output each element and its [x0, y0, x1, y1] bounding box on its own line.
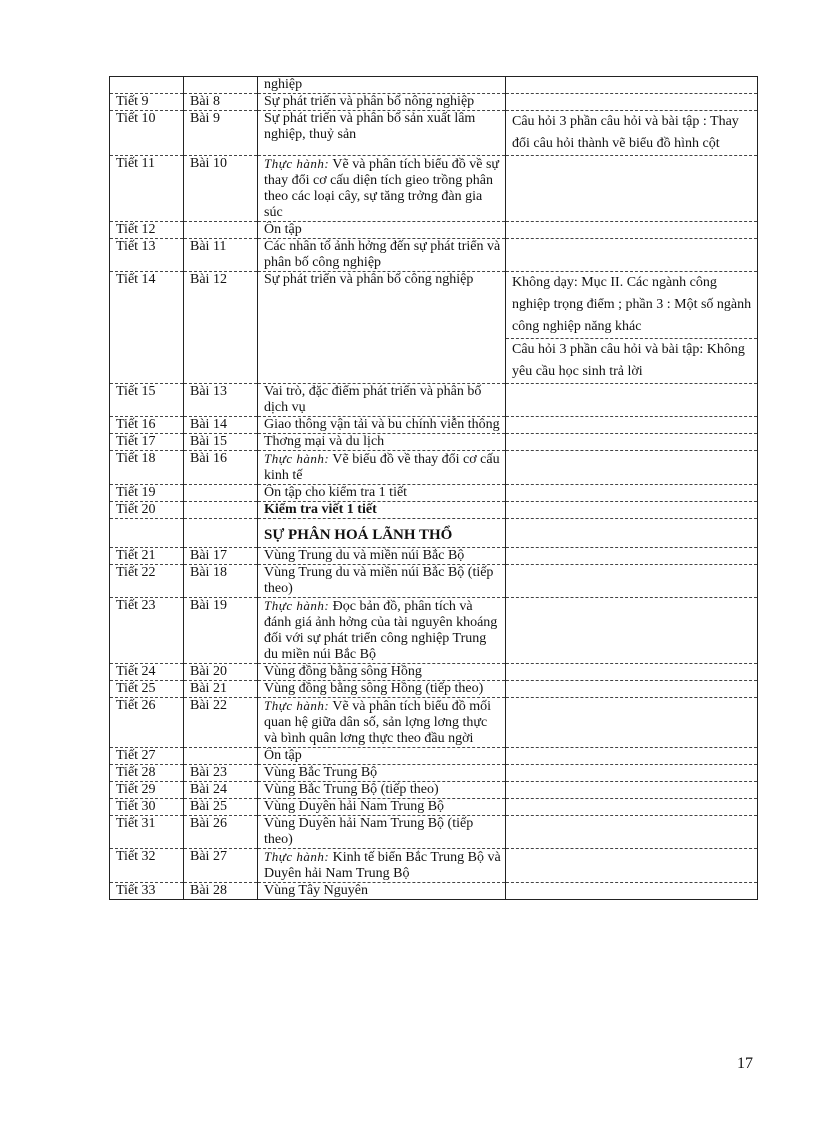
topic-cell: Sự phát triển và phân bố nông nghiệp	[258, 94, 506, 111]
topic-cell	[258, 698, 506, 748]
note-cell	[506, 417, 758, 434]
table-row	[110, 664, 758, 681]
lesson-cell: Bài 13	[184, 384, 258, 417]
table-row	[110, 384, 758, 417]
note-cell	[506, 782, 758, 799]
topic-cell	[258, 451, 506, 485]
topic-cell: Các nhân tố ảnh hởng đến sự phát triển và phân bố công nghiệp	[258, 239, 506, 272]
topic-cell: Ôn tập	[258, 222, 506, 239]
table-row	[110, 502, 758, 519]
lesson-cell: Bài 22	[184, 698, 258, 748]
period-cell: Tiết 26	[110, 698, 184, 748]
lesson-cell	[184, 485, 258, 502]
note-cell	[506, 849, 758, 883]
period-cell: Tiết 17	[110, 434, 184, 451]
period-cell: Tiết 28	[110, 765, 184, 782]
period-cell: Tiết 31	[110, 816, 184, 849]
note-cell	[506, 698, 758, 748]
period-cell	[110, 77, 184, 94]
practice-label: Thực hành:	[264, 598, 330, 613]
table-row	[110, 451, 758, 485]
period-cell: Tiết 11	[110, 156, 184, 222]
note-cell	[506, 816, 758, 849]
table-row	[110, 681, 758, 698]
topic-cell: Vùng Duyên hải Nam Trung Bộ	[258, 799, 506, 816]
topic-cell: Vai trò, đặc điểm phát triển và phân bố dịch vụ	[258, 384, 506, 417]
topic-cell: Sự phát triển và phân bố công nghiệp	[258, 272, 506, 384]
topic-cell: Vùng Trung du và miền núi Bắc Bộ (tiếp theo)	[258, 565, 506, 598]
topic-cell: Vùng Trung du và miền núi Bắc Bộ	[258, 548, 506, 565]
note-cell	[506, 799, 758, 816]
topic-text: Vẽ và phân tích biểu đồ về sự thay đổi cơ cấu diện tích gieo trồng phân theo các loại cây, sự tăng trởng đàn gia súc	[264, 157, 500, 220]
note-cell	[506, 565, 758, 598]
note-cell	[506, 94, 758, 111]
period-cell: Tiết 12	[110, 222, 184, 239]
lesson-cell: Bài 17	[184, 548, 258, 565]
practice-label: Thực hành:	[264, 849, 330, 864]
period-cell: Tiết 18	[110, 451, 184, 485]
topic-text: Kinh tế biển Bắc Trung Bộ và Duyên hải Nam Trung Bộ	[264, 850, 501, 881]
period-cell: Tiết 27	[110, 748, 184, 765]
lesson-cell: Bài 27	[184, 849, 258, 883]
table-row	[110, 434, 758, 451]
note-cell: Câu hỏi 3 phần câu hỏi và bài tập : Thay đổi câu hỏi thành vẽ biểu đồ hình cột	[506, 111, 758, 156]
period-cell: Tiết 20	[110, 502, 184, 519]
topic-text: Vẽ và phân tích biểu đồ mối quan hệ giữa dân số, sản lợng lơng thực và bình quân lơng thực theo đầu ngời	[264, 699, 492, 746]
note-cell	[506, 451, 758, 485]
period-cell: Tiết 29	[110, 782, 184, 799]
table-row	[110, 222, 758, 239]
table-row	[110, 748, 758, 765]
period-cell: Tiết 32	[110, 849, 184, 883]
period-cell: Tiết 19	[110, 485, 184, 502]
lesson-cell: Bài 16	[184, 451, 258, 485]
lesson-cell	[184, 77, 258, 94]
table-row	[110, 782, 758, 799]
period-cell: Tiết 14	[110, 272, 184, 384]
table-row	[110, 698, 758, 748]
lesson-cell: Bài 14	[184, 417, 258, 434]
period-cell: Tiết 21	[110, 548, 184, 565]
topic-cell: Vùng Duyên hải Nam Trung Bộ (tiếp theo)	[258, 816, 506, 849]
topic-cell	[258, 849, 506, 883]
note-cell	[506, 681, 758, 698]
topic-cell: Sự phát triển và phân bố sản xuất lâm nghiệp, thuỷ sản	[258, 111, 506, 156]
section-title: SỰ PHÂN HOÁ LÃNH THỔ	[258, 519, 506, 548]
topic-cell: Thơng mại và du lịch	[258, 434, 506, 451]
period-cell: Tiết 16	[110, 417, 184, 434]
table-row	[110, 485, 758, 502]
lesson-cell: Bài 28	[184, 883, 258, 900]
table-row	[110, 272, 758, 339]
table-row	[110, 111, 758, 156]
practice-label: Thực hành:	[264, 156, 330, 171]
period-cell: Tiết 9	[110, 94, 184, 111]
lesson-cell: Bài 11	[184, 239, 258, 272]
table-row	[110, 239, 758, 272]
period-cell: Tiết 25	[110, 681, 184, 698]
table-row	[110, 765, 758, 782]
note-cell: Câu hỏi 3 phần câu hỏi và bài tập: Không yêu cầu học sinh trả lời	[506, 339, 758, 384]
topic-cell: Kiểm tra viết 1 tiết	[258, 502, 506, 519]
note-cell	[506, 485, 758, 502]
period-cell: Tiết 33	[110, 883, 184, 900]
table-row	[110, 849, 758, 883]
table-row	[110, 77, 758, 94]
lesson-cell: Bài 20	[184, 664, 258, 681]
note-cell	[506, 765, 758, 782]
empty-cell	[110, 519, 184, 548]
note-cell	[506, 239, 758, 272]
lesson-cell: Bài 24	[184, 782, 258, 799]
period-cell: Tiết 15	[110, 384, 184, 417]
practice-label: Thực hành:	[264, 451, 330, 466]
note-cell	[506, 883, 758, 900]
lesson-cell: Bài 25	[184, 799, 258, 816]
note-cell	[506, 156, 758, 222]
table-row	[110, 816, 758, 849]
topic-cell: Ôn tập cho kiểm tra 1 tiết	[258, 485, 506, 502]
period-cell: Tiết 23	[110, 598, 184, 664]
note-cell	[506, 384, 758, 417]
note-cell	[506, 434, 758, 451]
table-row	[110, 156, 758, 222]
topic-cell: Vùng đồng bằng sông Hồng	[258, 664, 506, 681]
topic-text: Đọc bản đồ, phân tích và đánh giá ảnh hởng của tài nguyên khoáng đối với sự phát triển công nghiệp Trung du miền núi Bắc Bộ	[264, 599, 498, 662]
table-row	[110, 799, 758, 816]
lesson-cell	[184, 748, 258, 765]
note-cell	[506, 502, 758, 519]
lesson-cell: Bài 21	[184, 681, 258, 698]
topic-cell: Vùng Bắc Trung Bộ (tiếp theo)	[258, 782, 506, 799]
lesson-cell: Bài 12	[184, 272, 258, 384]
period-cell: Tiết 24	[110, 664, 184, 681]
lesson-cell: Bài 26	[184, 816, 258, 849]
lesson-cell	[184, 222, 258, 239]
section-row	[110, 519, 758, 548]
table-row	[110, 883, 758, 900]
lesson-cell: Bài 10	[184, 156, 258, 222]
period-cell: Tiết 10	[110, 111, 184, 156]
lesson-cell: Bài 9	[184, 111, 258, 156]
lesson-cell: Bài 15	[184, 434, 258, 451]
page-number: 17	[737, 1055, 753, 1072]
lesson-cell: Bài 8	[184, 94, 258, 111]
topic-cell: Vùng Tây Nguyên	[258, 883, 506, 900]
note-cell	[506, 664, 758, 681]
topic-cell: Vùng Bắc Trung Bộ	[258, 765, 506, 782]
note-cell	[506, 748, 758, 765]
table-row	[110, 565, 758, 598]
note-cell	[506, 77, 758, 94]
topic-text: Vẽ biểu đồ về thay đổi cơ cấu kinh tế	[264, 452, 500, 483]
table-row	[110, 94, 758, 111]
lesson-cell	[184, 502, 258, 519]
table-row	[110, 417, 758, 434]
lesson-cell: Bài 19	[184, 598, 258, 664]
empty-cell	[184, 519, 258, 548]
topic-cell: Vùng đồng bằng sông Hồng (tiếp theo)	[258, 681, 506, 698]
period-cell: Tiết 22	[110, 565, 184, 598]
period-cell: Tiết 30	[110, 799, 184, 816]
topic-cell	[258, 156, 506, 222]
practice-label: Thực hành:	[264, 698, 330, 713]
topic-cell: Ôn tập	[258, 748, 506, 765]
syllabus-table	[109, 76, 758, 900]
note-cell: Không dạy: Mục II. Các ngành công nghiệp trọng điểm ; phần 3 : Một số ngành công nghiệp năng khác	[506, 272, 758, 339]
note-cell	[506, 222, 758, 239]
note-cell	[506, 548, 758, 565]
lesson-cell: Bài 18	[184, 565, 258, 598]
table-row	[110, 598, 758, 664]
topic-cell: Giao thông vận tải và bu chính viễn thông	[258, 417, 506, 434]
topic-cell: nghiệp	[258, 77, 506, 94]
period-cell: Tiết 13	[110, 239, 184, 272]
empty-cell	[506, 519, 758, 548]
topic-cell	[258, 598, 506, 664]
table-row	[110, 548, 758, 565]
lesson-cell: Bài 23	[184, 765, 258, 782]
note-cell	[506, 598, 758, 664]
